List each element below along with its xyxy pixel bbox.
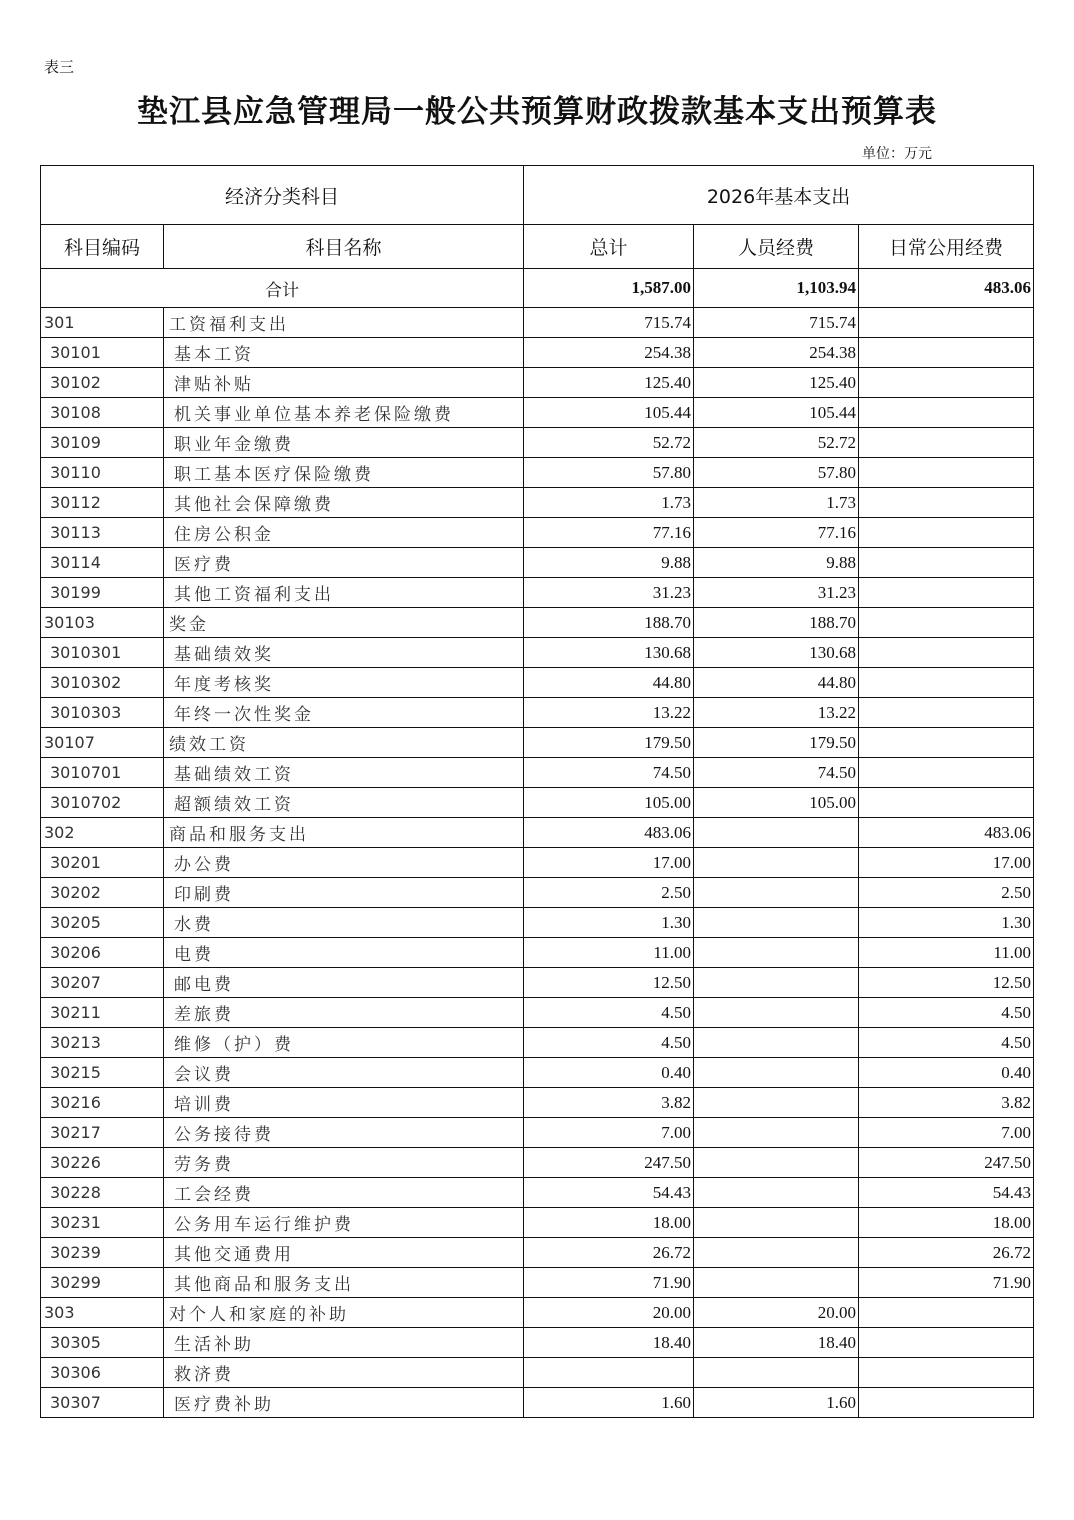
table-row [41,698,1034,728]
table-row [41,1058,1034,1088]
row-total: 247.50 [524,1148,694,1178]
row-total: 179.50 [524,728,694,758]
table-row [41,458,1034,488]
row-daily: 483.06 [859,818,1034,848]
row-daily [859,1358,1034,1388]
table-row [41,1358,1034,1388]
row-daily [859,698,1034,728]
row-code: 30201 [41,848,164,878]
row-total: 1.60 [524,1388,694,1418]
row-code: 30199 [41,578,164,608]
table-row [41,1298,1034,1328]
row-personnel: 105.44 [694,398,859,428]
row-code: 30305 [41,1328,164,1358]
row-total: 26.72 [524,1238,694,1268]
row-code: 30112 [41,488,164,518]
header-personnel: 人员经费 [694,225,859,269]
row-total: 105.44 [524,398,694,428]
row-daily [859,1328,1034,1358]
row-name: 救济费 [164,1358,524,1388]
row-total: 4.50 [524,1028,694,1058]
row-total: 1.30 [524,908,694,938]
row-personnel [694,1358,859,1388]
row-code: 30205 [41,908,164,938]
row-personnel [694,1028,859,1058]
row-name: 会议费 [164,1058,524,1088]
row-daily [859,1298,1034,1328]
total-daily: 483.06 [859,269,1034,308]
table-row [41,938,1034,968]
row-code: 30239 [41,1238,164,1268]
row-total: 20.00 [524,1298,694,1328]
row-code: 302 [41,818,164,848]
row-code: 30306 [41,1358,164,1388]
row-code: 30113 [41,518,164,548]
row-daily [859,668,1034,698]
row-personnel: 44.80 [694,668,859,698]
row-name: 绩效工资 [164,728,524,758]
row-name: 机关事业单位基本养老保险缴费 [164,398,524,428]
row-name: 基本工资 [164,338,524,368]
row-code: 3010303 [41,698,164,728]
table-row [41,308,1034,338]
row-total: 18.00 [524,1208,694,1238]
row-daily [859,428,1034,458]
table-row [41,968,1034,998]
row-daily [859,758,1034,788]
row-total: 77.16 [524,518,694,548]
row-personnel [694,1238,859,1268]
row-personnel: 105.00 [694,788,859,818]
row-code: 30217 [41,1118,164,1148]
total-personnel: 1,103.94 [694,269,859,308]
row-personnel: 13.22 [694,698,859,728]
row-code: 3010701 [41,758,164,788]
table-row [41,1118,1034,1148]
row-name: 基础绩效工资 [164,758,524,788]
row-personnel: 74.50 [694,758,859,788]
row-name: 医疗费 [164,548,524,578]
row-total: 57.80 [524,458,694,488]
row-name: 其他工资福利支出 [164,578,524,608]
table-row [41,1028,1034,1058]
row-total [524,1358,694,1388]
row-personnel [694,878,859,908]
row-code: 30202 [41,878,164,908]
row-total: 483.06 [524,818,694,848]
row-total: 74.50 [524,758,694,788]
row-daily [859,728,1034,758]
row-daily [859,638,1034,668]
table-row [41,638,1034,668]
row-code: 30207 [41,968,164,998]
table-row [41,1268,1034,1298]
row-total: 0.40 [524,1058,694,1088]
table-row [41,1178,1034,1208]
table-row [41,998,1034,1028]
header-daily: 日常公用经费 [859,225,1034,269]
table-row [41,1148,1034,1178]
row-code: 30228 [41,1178,164,1208]
row-name: 工会经费 [164,1178,524,1208]
row-daily [859,548,1034,578]
row-personnel: 1.73 [694,488,859,518]
row-name: 年度考核奖 [164,668,524,698]
row-name: 维修（护）费 [164,1028,524,1058]
row-name: 职工基本医疗保险缴费 [164,458,524,488]
row-personnel [694,1268,859,1298]
row-personnel [694,1118,859,1148]
row-total: 2.50 [524,878,694,908]
table-row [41,878,1034,908]
table-row [41,848,1034,878]
table-row [41,758,1034,788]
row-daily [859,458,1034,488]
table-row [41,908,1034,938]
row-code: 30215 [41,1058,164,1088]
row-personnel [694,1058,859,1088]
row-personnel [694,1148,859,1178]
row-name: 基础绩效奖 [164,638,524,668]
row-name: 奖金 [164,608,524,638]
row-name: 差旅费 [164,998,524,1028]
row-total: 254.38 [524,338,694,368]
row-code: 30213 [41,1028,164,1058]
table-row [41,1328,1034,1358]
row-personnel: 57.80 [694,458,859,488]
row-code: 30103 [41,608,164,638]
row-code: 30299 [41,1268,164,1298]
row-name: 培训费 [164,1088,524,1118]
row-total: 12.50 [524,968,694,998]
row-name: 职业年金缴费 [164,428,524,458]
total-row [41,269,1034,308]
row-daily: 3.82 [859,1088,1034,1118]
row-name: 年终一次性奖金 [164,698,524,728]
row-code: 3010301 [41,638,164,668]
row-personnel: 9.88 [694,548,859,578]
row-name: 办公费 [164,848,524,878]
row-personnel [694,938,859,968]
row-name: 公务接待费 [164,1118,524,1148]
row-daily [859,398,1034,428]
row-code: 30226 [41,1148,164,1178]
table-row [41,338,1034,368]
row-total: 71.90 [524,1268,694,1298]
table-row [41,788,1034,818]
row-code: 30216 [41,1088,164,1118]
row-daily [859,578,1034,608]
row-code: 30206 [41,938,164,968]
row-total: 31.23 [524,578,694,608]
row-daily: 1.30 [859,908,1034,938]
row-name: 工资福利支出 [164,308,524,338]
row-code: 30107 [41,728,164,758]
row-daily [859,338,1034,368]
row-personnel [694,1178,859,1208]
row-name: 医疗费补助 [164,1388,524,1418]
row-code: 30114 [41,548,164,578]
row-personnel [694,1088,859,1118]
row-name: 印刷费 [164,878,524,908]
header-total: 总计 [524,225,694,269]
row-personnel [694,998,859,1028]
unit-label: 单位：万元 [862,146,932,162]
row-total: 188.70 [524,608,694,638]
row-daily: 54.43 [859,1178,1034,1208]
row-personnel: 179.50 [694,728,859,758]
row-total: 715.74 [524,308,694,338]
row-daily: 247.50 [859,1148,1034,1178]
header-group-row [41,166,1034,225]
row-name: 其他商品和服务支出 [164,1268,524,1298]
row-name: 对个人和家庭的补助 [164,1298,524,1328]
row-total: 9.88 [524,548,694,578]
row-name: 电费 [164,938,524,968]
row-code: 30101 [41,338,164,368]
row-daily [859,788,1034,818]
header-basic-expenditure: 2026年基本支出 [524,166,1034,225]
row-total: 11.00 [524,938,694,968]
row-daily [859,1388,1034,1418]
table-row [41,428,1034,458]
row-personnel [694,818,859,848]
row-personnel: 254.38 [694,338,859,368]
row-total: 13.22 [524,698,694,728]
row-daily: 18.00 [859,1208,1034,1238]
row-daily: 11.00 [859,938,1034,968]
row-personnel: 18.40 [694,1328,859,1358]
row-daily: 17.00 [859,848,1034,878]
total-label: 合计 [41,269,524,308]
row-code: 3010702 [41,788,164,818]
table-row [41,728,1034,758]
row-name: 商品和服务支出 [164,818,524,848]
row-personnel: 20.00 [694,1298,859,1328]
row-code: 30102 [41,368,164,398]
row-daily: 26.72 [859,1238,1034,1268]
table-row [41,608,1034,638]
row-daily [859,488,1034,518]
row-code: 3010302 [41,668,164,698]
row-daily [859,518,1034,548]
row-daily [859,308,1034,338]
table-row [41,1238,1034,1268]
row-personnel [694,968,859,998]
row-personnel: 188.70 [694,608,859,638]
row-total: 4.50 [524,998,694,1028]
row-personnel: 31.23 [694,578,859,608]
row-total: 7.00 [524,1118,694,1148]
row-total: 1.73 [524,488,694,518]
row-daily: 12.50 [859,968,1034,998]
row-name: 超额绩效工资 [164,788,524,818]
table-row [41,1088,1034,1118]
row-code: 30231 [41,1208,164,1238]
row-personnel: 130.68 [694,638,859,668]
table-row [41,668,1034,698]
table-row [41,398,1034,428]
row-code: 30110 [41,458,164,488]
row-name: 邮电费 [164,968,524,998]
table-tag: 表三 [44,58,75,76]
header-row [41,225,1034,269]
row-name: 生活补助 [164,1328,524,1358]
total-total: 1,587.00 [524,269,694,308]
table-row [41,368,1034,398]
row-daily: 4.50 [859,998,1034,1028]
table-row [41,578,1034,608]
page-title: 垫江县应急管理局一般公共预算财政拨款基本支出预算表 [137,94,937,130]
row-personnel [694,908,859,938]
row-personnel: 715.74 [694,308,859,338]
row-personnel: 77.16 [694,518,859,548]
row-daily: 71.90 [859,1268,1034,1298]
row-total: 125.40 [524,368,694,398]
row-personnel [694,848,859,878]
row-daily [859,368,1034,398]
row-code: 303 [41,1298,164,1328]
row-daily: 7.00 [859,1118,1034,1148]
header-name: 科目名称 [164,225,524,269]
row-total: 17.00 [524,848,694,878]
row-name: 劳务费 [164,1148,524,1178]
row-name: 津贴补贴 [164,368,524,398]
row-personnel: 125.40 [694,368,859,398]
row-personnel: 1.60 [694,1388,859,1418]
table-row [41,1388,1034,1418]
row-personnel [694,1208,859,1238]
row-code: 30109 [41,428,164,458]
row-total: 18.40 [524,1328,694,1358]
row-total: 54.43 [524,1178,694,1208]
row-name: 水费 [164,908,524,938]
row-daily: 4.50 [859,1028,1034,1058]
table-row [41,818,1034,848]
row-name: 其他社会保障缴费 [164,488,524,518]
header-code: 科目编码 [41,225,164,269]
table-row [41,548,1034,578]
row-daily [859,608,1034,638]
header-economic-category: 经济分类科目 [41,166,524,225]
row-daily: 2.50 [859,878,1034,908]
table-row [41,488,1034,518]
row-code: 30211 [41,998,164,1028]
row-daily: 0.40 [859,1058,1034,1088]
row-personnel: 52.72 [694,428,859,458]
row-code: 30108 [41,398,164,428]
row-code: 301 [41,308,164,338]
budget-table [40,165,1034,1418]
row-total: 130.68 [524,638,694,668]
row-code: 30307 [41,1388,164,1418]
row-total: 44.80 [524,668,694,698]
table-row [41,518,1034,548]
row-total: 105.00 [524,788,694,818]
row-name: 住房公积金 [164,518,524,548]
row-total: 52.72 [524,428,694,458]
row-name: 公务用车运行维护费 [164,1208,524,1238]
row-name: 其他交通费用 [164,1238,524,1268]
table-row [41,1208,1034,1238]
row-total: 3.82 [524,1088,694,1118]
